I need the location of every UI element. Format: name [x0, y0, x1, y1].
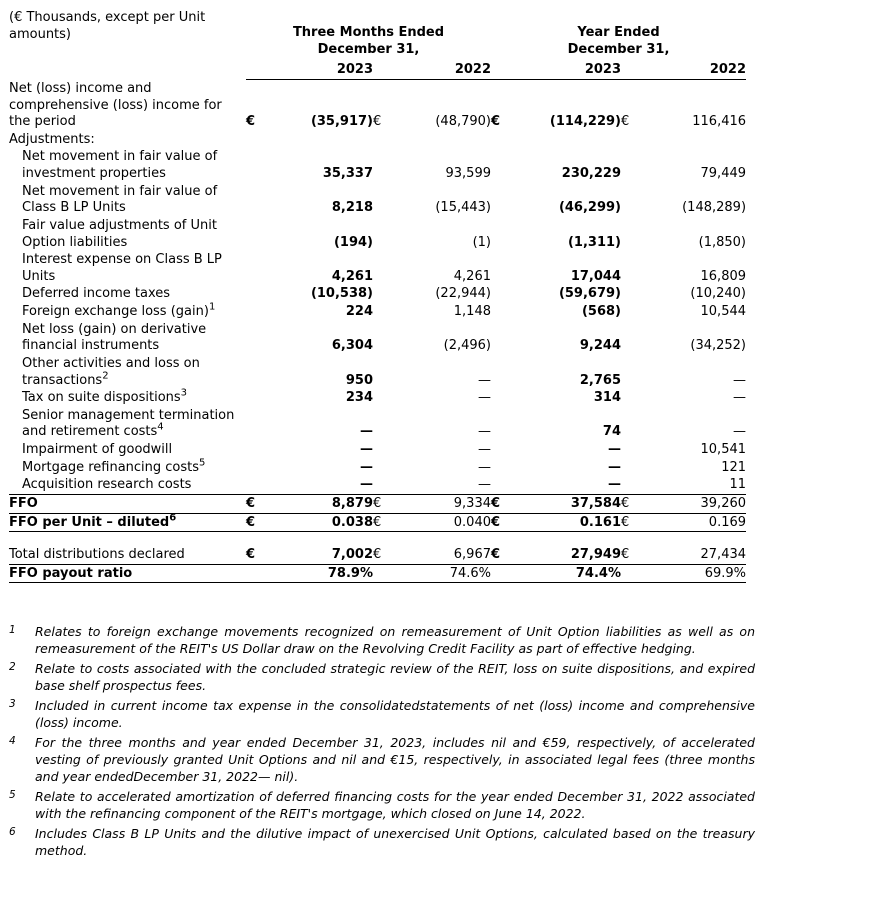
- currency-symbol: [373, 251, 391, 285]
- spacer-cell: [9, 532, 746, 547]
- row-label-text: Foreign exchange loss (gain): [22, 304, 209, 320]
- currency-symbol: [246, 459, 274, 477]
- cell-value: (46,299): [558, 200, 621, 216]
- currency-symbol: [373, 389, 391, 407]
- cell-value: —: [478, 424, 491, 440]
- footnote-item: [9, 697, 755, 731]
- currency-symbol: €: [621, 114, 630, 130]
- currency-symbol: [373, 355, 391, 389]
- cell-value: (1,850): [698, 234, 747, 250]
- currency-symbol: €: [491, 494, 509, 513]
- table-header: [9, 9, 746, 80]
- row-label: [9, 355, 246, 389]
- table-row: [9, 80, 746, 131]
- footnote-text: Included in current income tax expense in the consolidatedstatements of net (loss) income and comprehensive (loss) income.: [35, 698, 755, 731]
- currency-symbol: [491, 355, 509, 389]
- cell-value: 78.9%: [274, 564, 373, 583]
- cell-value: —: [360, 459, 373, 475]
- footnote-number: 2: [9, 661, 16, 674]
- ffo-reconciliation-table: [9, 9, 746, 583]
- year-header-2022-q: 2022: [391, 59, 491, 80]
- cell-value: 234: [345, 390, 373, 406]
- table-row: [9, 183, 746, 217]
- row-label-text: FFO payout ratio: [9, 565, 133, 581]
- cell-value: 6,967: [391, 546, 491, 564]
- cell-value: —: [478, 390, 491, 406]
- table-row: [9, 513, 746, 532]
- row-label: [9, 513, 246, 532]
- cell-value: 230,229: [561, 166, 621, 182]
- table-row: [9, 546, 746, 564]
- cell-value: 9,334: [391, 494, 491, 513]
- footnote-number: 3: [9, 698, 16, 711]
- row-label-text: FFO: [9, 495, 38, 511]
- cell-value: 9,244: [579, 338, 621, 354]
- cell-value: [274, 131, 373, 149]
- footnote-item: [9, 660, 755, 694]
- cell-value: (48,790): [435, 114, 491, 130]
- footnote-text: Relate to accelerated amortization of deferred financing costs for the year ended December 31, 2022 associated with the refinancing component of the REIT's mortgage, which closed on June 14, 2022.: [35, 789, 755, 822]
- row-label: [9, 564, 246, 583]
- currency-symbol: €: [246, 494, 274, 513]
- table-body: [9, 80, 746, 583]
- currency-symbol: [491, 285, 509, 303]
- year-header-2022-y: 2022: [639, 59, 746, 80]
- row-label-text: Fair value adjustments of Unit Option liabilities: [22, 217, 217, 250]
- cell-value: 0.161: [509, 513, 621, 532]
- cell-value: 0.038: [274, 513, 373, 532]
- col-group-year-ended: [491, 9, 746, 59]
- cell-value: —: [608, 459, 621, 475]
- cell-value: —: [608, 442, 621, 458]
- currency-symbol: €: [246, 546, 274, 564]
- cell-value: 4,261: [453, 268, 491, 284]
- currency-symbol: [246, 321, 274, 355]
- cell-value: [639, 131, 746, 149]
- cell-value: (194): [333, 234, 373, 250]
- currency-symbol: [373, 303, 391, 321]
- footnote-number: 4: [9, 735, 16, 748]
- currency-symbol: [621, 476, 639, 494]
- cell-value: 69.9%: [639, 564, 746, 583]
- cell-value: 79,449: [700, 166, 747, 182]
- row-label-text: Net movement in fair value of Class B LP Units: [22, 183, 218, 216]
- currency-symbol: [373, 217, 391, 251]
- currency-symbol: [246, 407, 274, 441]
- cell-value: (2,496): [443, 338, 491, 354]
- footnote-ref: 6: [169, 512, 177, 524]
- row-label: [9, 441, 246, 459]
- cell-value: 93,599: [445, 166, 491, 182]
- cell-value: 74.6%: [391, 564, 491, 583]
- cell-value: 2,765: [579, 372, 621, 388]
- table-row: [9, 131, 746, 149]
- row-label: [9, 183, 246, 217]
- cell-value: (22,944): [435, 286, 491, 302]
- cell-value: —: [733, 390, 747, 406]
- cell-value: (10,240): [690, 286, 747, 302]
- footnote-ref: 4: [157, 422, 164, 434]
- currency-symbol: [246, 303, 274, 321]
- row-label-text: Adjustments:: [9, 131, 95, 147]
- table-row: [9, 459, 746, 477]
- currency-symbol: [373, 321, 391, 355]
- cell-value: [391, 131, 491, 149]
- cell-value: 6,304: [331, 338, 373, 354]
- currency-symbol: [491, 183, 509, 217]
- col-group-title: Three Months Ended: [292, 25, 445, 40]
- currency-symbol: [373, 148, 391, 182]
- spacer-cell: [621, 59, 639, 80]
- cell-value: 0.169: [639, 513, 746, 532]
- cell-value: 16,809: [700, 268, 747, 284]
- currency-symbol: €: [491, 546, 509, 564]
- table-row: [9, 476, 746, 494]
- footnote-number: 1: [9, 624, 16, 637]
- row-label: [9, 546, 246, 564]
- cell-value: 39,260: [639, 494, 746, 513]
- row-label-text: Net (loss) income and comprehensive (loss) income for the period: [9, 80, 222, 130]
- row-label-text: FFO per Unit – diluted: [9, 514, 170, 530]
- year-header-2023-q: 2023: [274, 59, 373, 80]
- row-label: [9, 407, 246, 441]
- spacer-row: [9, 532, 746, 547]
- currency-symbol: [621, 321, 639, 355]
- cell-value: (34,252): [690, 338, 747, 354]
- currency-symbol: [621, 389, 639, 407]
- currency-symbol: €: [621, 513, 639, 532]
- currency-symbol: €: [621, 494, 639, 513]
- currency-symbol: [246, 183, 274, 217]
- currency-symbol: [621, 285, 639, 303]
- cell-value: —: [478, 442, 491, 458]
- row-label: [9, 217, 246, 251]
- cell-value: —: [391, 476, 491, 494]
- table-row: [9, 389, 746, 407]
- currency-symbol: [491, 407, 509, 441]
- spacer-cell: [491, 59, 509, 80]
- col-group-title: Year Ended: [577, 25, 660, 40]
- table-row: [9, 148, 746, 182]
- cell-value: (35,917): [310, 114, 373, 130]
- currency-symbol: [246, 476, 274, 494]
- cell-value: 11: [639, 476, 746, 494]
- footnote-number: 5: [9, 789, 16, 802]
- row-label-text: Impairment of goodwill: [22, 442, 173, 458]
- currency-symbol: [621, 355, 639, 389]
- currency-symbol: [246, 441, 274, 459]
- row-label: [9, 494, 246, 513]
- footnote-item: [9, 734, 755, 785]
- row-label: [9, 285, 246, 303]
- currency-symbol: [491, 389, 509, 407]
- cell-value: —: [478, 459, 491, 475]
- row-label-text: Net movement in fair value of investment properties: [22, 149, 218, 182]
- currency-symbol: [373, 407, 391, 441]
- currency-symbol: [246, 355, 274, 389]
- cell-value: 8,218: [331, 200, 373, 216]
- currency-symbol: [621, 407, 639, 441]
- cell-value: 0.040: [391, 513, 491, 532]
- cell-value: 17,044: [570, 268, 621, 284]
- cell-value: 74: [602, 424, 621, 440]
- currency-symbol: €: [491, 114, 501, 130]
- currency-symbol: [491, 131, 509, 149]
- cell-value: —: [360, 424, 373, 440]
- currency-symbol: [491, 564, 509, 583]
- currency-symbol: [246, 148, 274, 182]
- table-row: [9, 441, 746, 459]
- column-group-row: [9, 9, 746, 59]
- footnote-ref: 3: [180, 387, 188, 399]
- currency-symbol: [621, 303, 639, 321]
- currency-symbol: [246, 131, 274, 149]
- cell-value: (59,679): [558, 286, 621, 302]
- spacer-cell: [373, 59, 391, 80]
- row-label-text: Total distributions declared: [9, 547, 185, 563]
- footnote-text: For the three months and year ended December 31, 2023, includes nil and €59, respectively, of accelerated vesting of previously granted Unit Options and nil and €15, respectively, in associated legal fees (three months and year endedDecember 31, 2022— nil).: [35, 735, 755, 785]
- currency-symbol: [491, 251, 509, 285]
- cell-value: 1,148: [453, 304, 491, 320]
- currency-symbol: [246, 285, 274, 303]
- col-group-subtitle: December 31,: [567, 41, 670, 57]
- cell-value: 7,002: [274, 546, 373, 564]
- currency-symbol: [373, 183, 391, 217]
- cell-value: —: [478, 372, 491, 388]
- currency-symbol: [621, 251, 639, 285]
- spacer-cell: [246, 59, 274, 80]
- footnote-text: Relates to foreign exchange movements recognized on remeasurement of Unit Option liabilities as well as on remeasurement of the REIT's US Dollar draw on the Revolving Credit Facility as part of effective hedging.: [35, 624, 755, 657]
- col-group-three-months: [246, 9, 491, 59]
- row-label-text: Mortgage refinancing costs: [22, 459, 200, 475]
- cell-value: 10,544: [700, 304, 747, 320]
- table-row: [9, 285, 746, 303]
- currency-symbol: [491, 321, 509, 355]
- cell-value: (568): [581, 304, 621, 320]
- year-header-2023-y: 2023: [509, 59, 621, 80]
- currency-symbol: [246, 251, 274, 285]
- cell-value: (1): [472, 234, 491, 250]
- row-label: [9, 389, 246, 407]
- footnote-text: Relate to costs associated with the concluded strategic review of the REIT, loss on suite dispositions, and expired base shelf prospectus fees.: [35, 661, 755, 694]
- cell-value: 121: [721, 459, 747, 475]
- cell-value: —: [360, 442, 373, 458]
- row-label-text: Deferred income taxes: [22, 286, 171, 302]
- cell-value: 27,949: [509, 546, 621, 564]
- currency-symbol: [491, 303, 509, 321]
- cell-value: 35,337: [322, 166, 373, 182]
- currency-symbol: [246, 389, 274, 407]
- currency-symbol: [373, 285, 391, 303]
- row-label-text: Other activities and loss on transactions: [22, 355, 200, 388]
- currency-symbol: [621, 564, 639, 583]
- footnote-item: [9, 825, 755, 859]
- currency-symbol: [621, 441, 639, 459]
- currency-symbol: €: [373, 546, 391, 564]
- row-label: [9, 303, 246, 321]
- table-row: [9, 355, 746, 389]
- cell-value: (10,538): [310, 286, 373, 302]
- row-label-text: Acquisition research costs: [22, 477, 192, 493]
- currency-symbol: €: [373, 494, 391, 513]
- cell-value: (114,229): [549, 114, 621, 130]
- cell-value: 27,434: [639, 546, 746, 564]
- cell-value: 10,541: [700, 442, 747, 458]
- footnotes-section: [9, 623, 755, 859]
- cell-value: (148,289): [682, 200, 747, 216]
- cell-value: 8,879: [274, 494, 373, 513]
- cell-value: —: [509, 476, 621, 494]
- currency-symbol: [373, 131, 391, 149]
- cell-value: —: [733, 424, 747, 440]
- row-label: [9, 251, 246, 285]
- footnote-text: Includes Class B LP Units and the dilutive impact of unexercised Unit Options, calculated based on the treasury method.: [35, 826, 755, 859]
- row-label: [9, 459, 246, 477]
- cell-value: —: [733, 372, 747, 388]
- currency-symbol: €: [491, 513, 509, 532]
- currency-symbol: [491, 217, 509, 251]
- currency-symbol: [246, 564, 274, 583]
- cell-value: 37,584: [509, 494, 621, 513]
- cell-value: (1,311): [567, 234, 621, 250]
- row-label: [9, 131, 246, 149]
- table-row: [9, 251, 746, 285]
- cell-value: 314: [593, 390, 621, 406]
- cell-value: 74.4%: [509, 564, 621, 583]
- currency-symbol: [373, 459, 391, 477]
- row-label: [9, 321, 246, 355]
- footnote-number: 6: [9, 826, 16, 839]
- cell-value: [509, 131, 621, 149]
- col-group-subtitle: December 31,: [317, 41, 420, 57]
- currency-symbol: [621, 131, 639, 149]
- cell-value: 116,416: [692, 114, 747, 130]
- currency-symbol: [491, 459, 509, 477]
- table-row: [9, 564, 746, 583]
- row-label: [9, 80, 246, 131]
- row-label-text: Net loss (gain) on derivative financial instruments: [22, 321, 207, 354]
- currency-symbol: [621, 183, 639, 217]
- footnote-item: [9, 623, 755, 657]
- currency-symbol: [491, 148, 509, 182]
- row-label-text: Tax on suite dispositions: [22, 390, 181, 406]
- currency-symbol: €: [246, 513, 274, 532]
- currency-symbol: [621, 148, 639, 182]
- currency-symbol: €: [246, 114, 256, 130]
- row-label: [9, 148, 246, 182]
- currency-symbol: [373, 476, 391, 494]
- cell-value: 224: [345, 304, 373, 320]
- row-label-text: Interest expense on Class B LP Units: [22, 252, 222, 284]
- currency-symbol: [373, 441, 391, 459]
- currency-symbol: [246, 217, 274, 251]
- footnote-item: [9, 788, 755, 822]
- cell-value: 950: [345, 372, 373, 388]
- currency-symbol: [621, 459, 639, 477]
- table-row: [9, 217, 746, 251]
- footnote-ref: 2: [102, 370, 109, 382]
- cell-value: 4,261: [331, 268, 373, 284]
- table-row: [9, 321, 746, 355]
- footnote-ref: 5: [199, 457, 206, 469]
- row-label-text: Senior management termination and retirement costs: [22, 407, 235, 440]
- row-label: [9, 476, 246, 494]
- currency-symbol: [621, 217, 639, 251]
- currency-symbol: [491, 441, 509, 459]
- table-row: [9, 407, 746, 441]
- unit-note: (€ Thousands, except per Unit amounts): [9, 10, 206, 42]
- table-row: [9, 494, 746, 513]
- currency-symbol: €: [621, 546, 639, 564]
- currency-symbol: [373, 564, 391, 583]
- cell-value: —: [274, 476, 373, 494]
- currency-symbol: [491, 476, 509, 494]
- footnote-ref: 1: [208, 301, 216, 313]
- cell-value: (15,443): [435, 200, 491, 216]
- table-row: [9, 303, 746, 321]
- currency-symbol: €: [373, 513, 391, 532]
- currency-symbol: €: [373, 114, 382, 130]
